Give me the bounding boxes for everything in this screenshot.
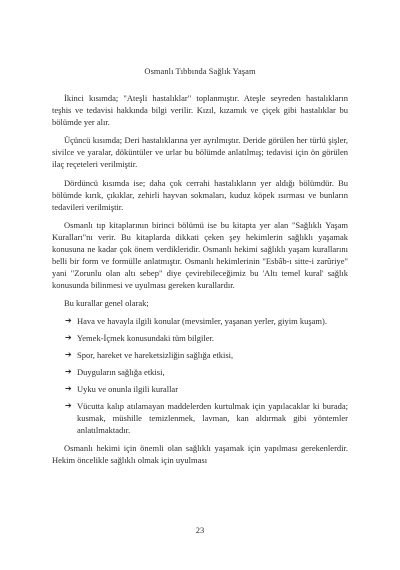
paragraph-third-section: Üçüncü kısımda; Deri hastalıklarına yer ayrılmıştır. Deride görülen her türlü şişler, sivilce ve yaralar, döküntüler ve urlar bu bölümde anlatılmış; tedavisi için ön görülen ilaç reçeteleri verilmiştir. xyxy=(52,135,348,170)
paragraph-closing: Osmanlı hekimi için önemli olan sağlıklı yaşamak için yapılması gerekenlerdir. Hekim öncelikle sağlıklı olmak için uyulması xyxy=(52,443,348,466)
arrow-bullet-icon: ➔ xyxy=(65,332,72,342)
rules-list-item xyxy=(52,366,348,378)
rules-list-item xyxy=(52,400,348,436)
rules-list-item-text: Uyku ve onunla ilgili kurallar xyxy=(77,383,179,394)
rules-list-item xyxy=(52,349,348,361)
rules-list-item xyxy=(52,315,348,327)
rules-list-item-text: Vücutta kalıp atılamayan maddelerden kurtulmak için yapılacaklar ki burada; kusmak, müshille temizlenmek, lavman, kan aldırmak gibi yöntemler anlatılmaktadır. xyxy=(77,400,348,436)
rules-list-item-text: Spor, hareket ve hareketsizliğin sağlığa etkisi, xyxy=(77,349,234,360)
rules-list-item-text: Yemek-İçmek konusundaki tüm bilgiler. xyxy=(77,332,215,343)
paragraph-rules-intro: Bu kurallar genel olarak; xyxy=(64,298,149,309)
paragraph-healthy-living-rules: Osmanlı tıp kitaplarının birinci bölümü ise bu kitapta yer alan "Sağlıklı Yaşam Kuralları"nı verir. Bu kitaplarda dikkati çeken şey hekimlerin sağlıklı yaşamak konusuna ne kadar çok önem verdikleridir. Osmanlı hekimi sağlıklı yaşam kurallarını belli bir form ve formülle anlatmıştır. Osmanlı hekimlerinin "Esbâb-ı sitte-i zarûriye" yani "Zorunlu olan altı sebep" diye çevirebileceğimiz bu 'Altı temel kural' sağlık konusunda bilinmesi ve uyulması gereken kurallardır. xyxy=(52,219,348,291)
running-head: Osmanlı Tıbbında Sağlık Yaşam xyxy=(144,67,256,76)
rules-list-item-text: Duyguların sağlığa etkisi, xyxy=(77,366,165,377)
rules-list-item xyxy=(52,332,348,344)
arrow-bullet-icon: ➔ xyxy=(65,400,72,410)
book-page xyxy=(52,0,348,570)
arrow-bullet-icon: ➔ xyxy=(65,366,72,376)
arrow-bullet-icon: ➔ xyxy=(65,383,72,393)
paragraph-second-section: İkinci kısımda; "Ateşli hastalıklar" toplanmıştır. Ateşle seyreden hastalıkların teşhis ve tedavisi hakkında bilgi verilir. Kızıl, kızamık ve çiçek gibi hastalıklar bu bölümde yer alır. xyxy=(52,93,348,128)
body-text xyxy=(52,92,348,472)
rules-list-item xyxy=(52,383,348,395)
rules-list-item-text: Hava ve havayla ilgili konular (mevsimler, yaşanan yerler, giyim kuşam). xyxy=(77,315,327,326)
arrow-bullet-icon: ➔ xyxy=(65,349,72,359)
page-number: 23 xyxy=(195,525,205,535)
rules-list xyxy=(52,315,348,437)
paragraph-fourth-section: Dördüncü kısımda ise; daha çok cerrahi hastalıkların yer aldığı bölümdür. Bu bölümde kırık, çıkıklar, zehirli hayvan sokmaları, kuduz köpek ısırması ve bunların tedavileri verilmiştir. xyxy=(52,177,348,212)
arrow-bullet-icon: ➔ xyxy=(65,315,72,325)
